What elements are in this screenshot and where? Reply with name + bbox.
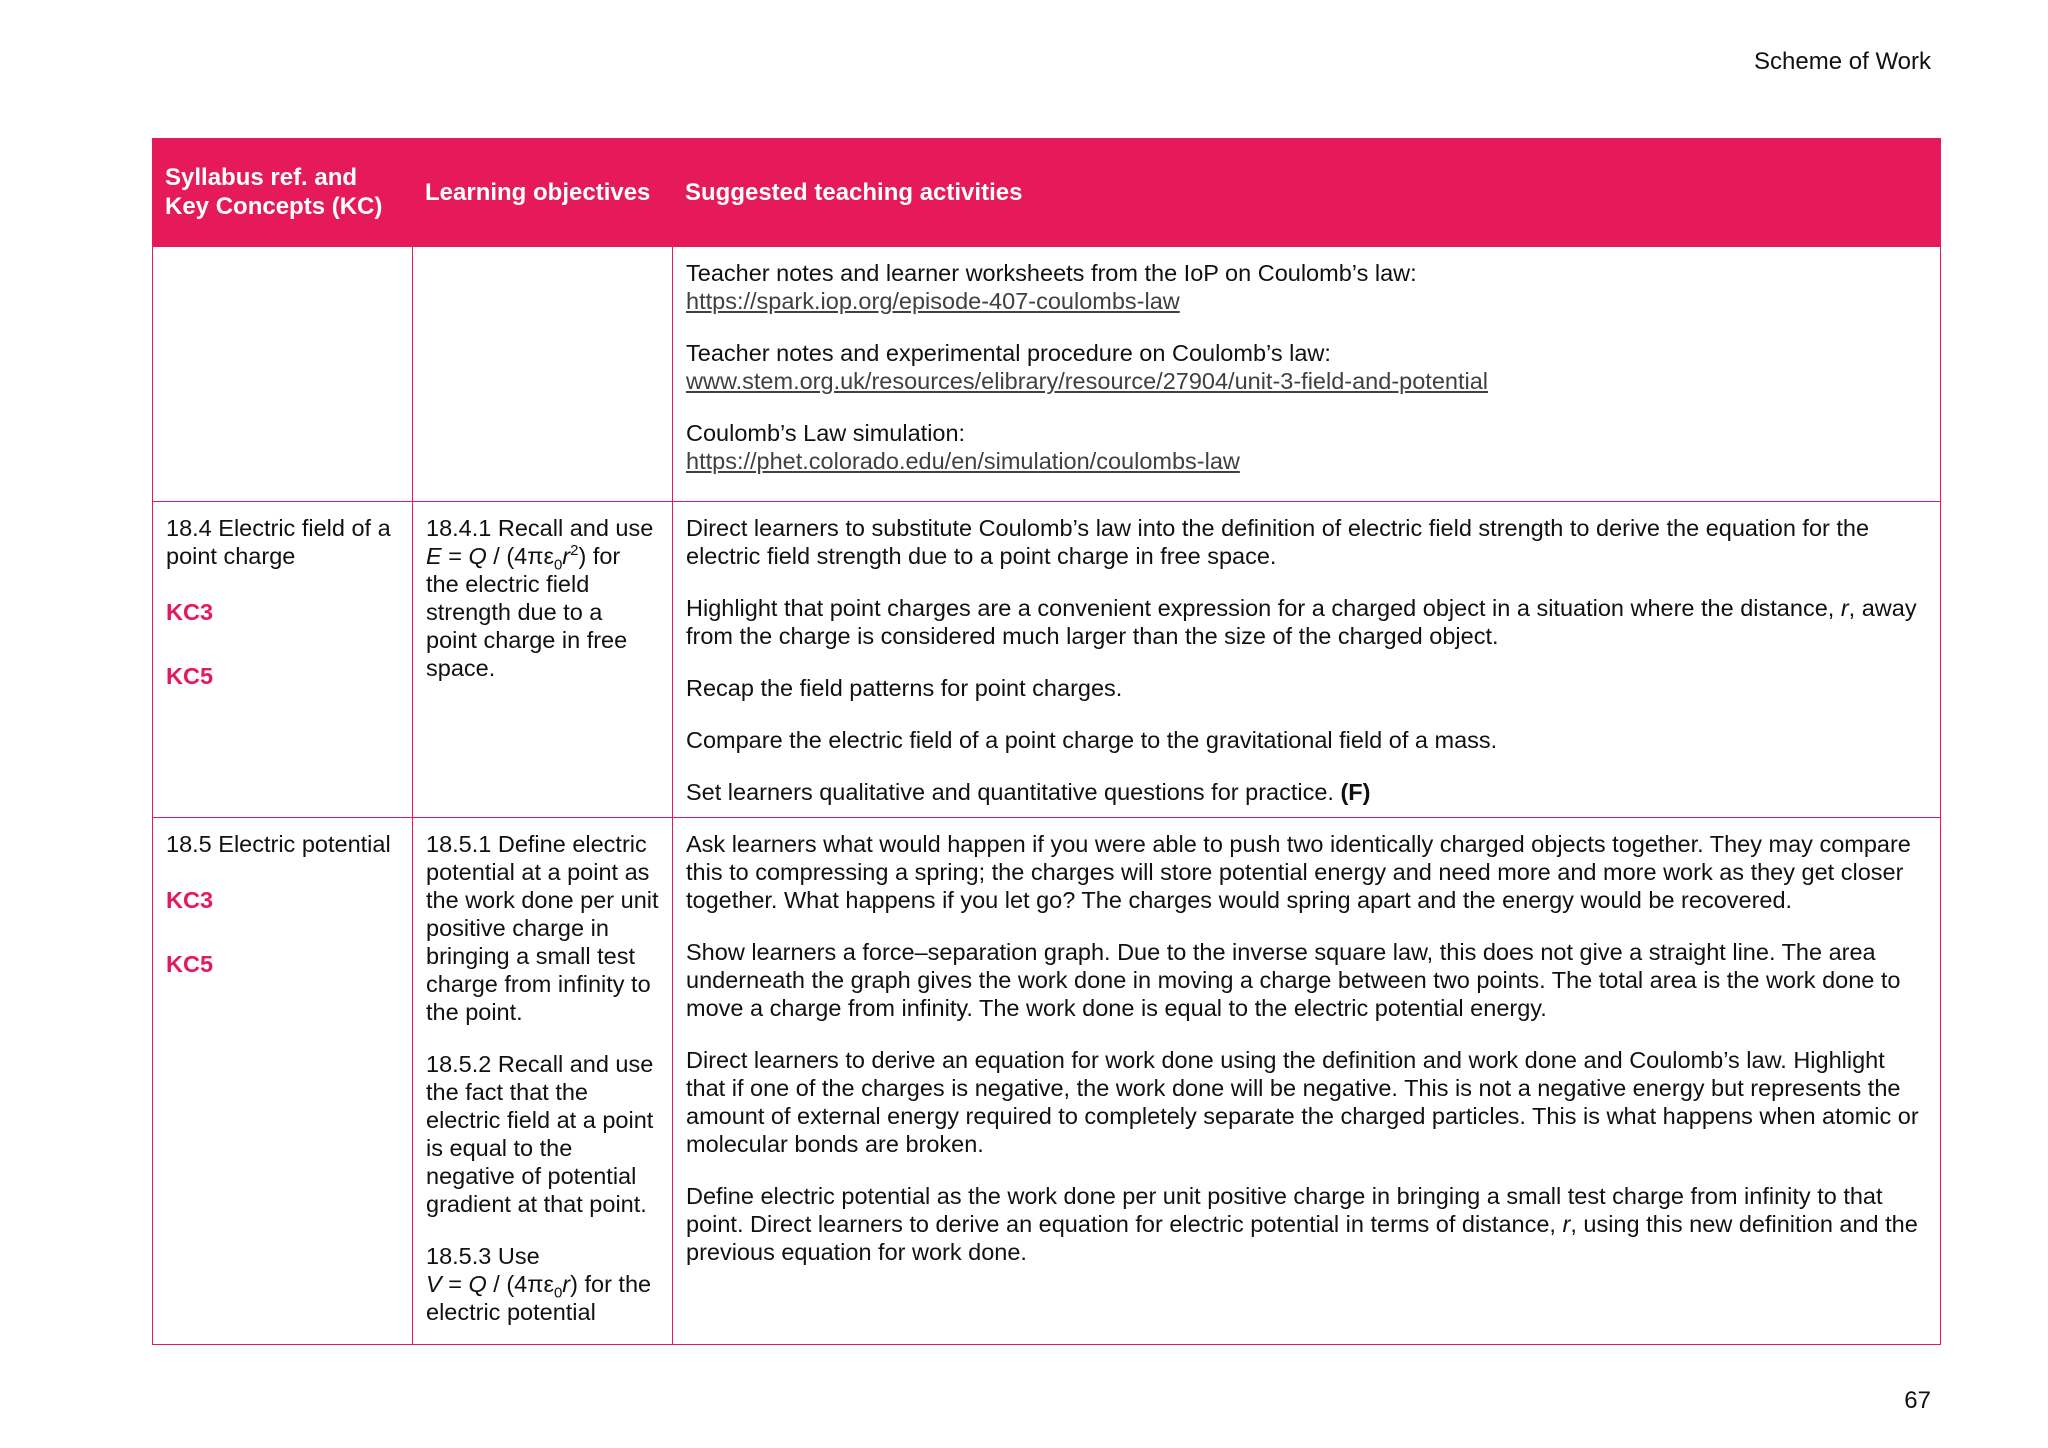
activity-paragraph bbox=[686, 339, 1927, 395]
table-header-row bbox=[153, 138, 1941, 247]
activity-paragraph: Direct learners to substitute Coulomb’s law into the definition of electric field strength to derive the equation for the electric field strength due to a point charge in free space. bbox=[686, 515, 1870, 569]
activity-paragraph: Define electric potential as the work done per unit positive charge in bringing a small test charge from infinity to that point. Direct learners to derive an equation for electric potential in terms of distance, r, using this new definition and the previous equation for work done. bbox=[686, 1183, 1918, 1265]
key-concept-badge: KC3 bbox=[166, 887, 214, 913]
syllabus-cell bbox=[153, 818, 413, 1345]
syllabus-ref: 18.4 Electric field of a point charge bbox=[166, 515, 391, 569]
activities-cell bbox=[673, 502, 1941, 818]
activity-paragraph: Ask learners what would happen if you were able to push two identically charged objects together. They may compare this to compressing a spring; the charges will store potential energy and need more and more work as they get closer together. What happens if you let go? The charges would spring apart and the energy would be recovered. bbox=[686, 831, 1911, 913]
activity-paragraph bbox=[686, 419, 1927, 475]
activities-cell bbox=[673, 247, 1941, 502]
document-title: Scheme of Work bbox=[1754, 48, 1931, 75]
formative-assessment-marker: (F) bbox=[1340, 779, 1371, 805]
stem-resource-link[interactable]: www.stem.org.uk/resources/elibrary/resource/27904/unit-3-field-and-potential bbox=[686, 368, 1488, 394]
column-header-objectives: Learning objectives bbox=[413, 138, 673, 247]
iop-coulombs-law-link[interactable]: https://spark.iop.org/episode-407-coulombs-law bbox=[686, 288, 1180, 314]
table-row bbox=[153, 247, 1941, 502]
activity-paragraph: Recap the field patterns for point charges. bbox=[686, 675, 1123, 701]
objective-text: 18.5.3 Use $V = Q / (4\pi\varepsilon_0r)$ for the electric potential bbox=[426, 1243, 652, 1325]
scheme-of-work-table bbox=[152, 138, 1941, 1345]
objectives-cell bbox=[413, 502, 673, 818]
activity-text: Teacher notes and learner worksheets from the IoP on Coulomb’s law: bbox=[686, 260, 1417, 286]
key-concept-badge: KC3 bbox=[166, 599, 214, 625]
table-row bbox=[153, 818, 1941, 1345]
objective-text: 18.5.2 Recall and use the fact that the electric field at a point is equal to the negative of potential gradient at that point. bbox=[426, 1051, 654, 1217]
column-header-activities: Suggested teaching activities bbox=[673, 138, 1941, 247]
table-row bbox=[153, 502, 1941, 818]
activities-cell bbox=[673, 818, 1941, 1345]
objective-text: 18.4.1 Recall and use $E = Q / (4\pi\varepsilon_0r^2)$ for the electric field strength due to a point charge in free space. bbox=[426, 515, 654, 681]
activity-paragraph: Direct learners to derive an equation for work done using the definition and work done and Coulomb’s law. Highlight that if one of the charges is negative, the work done will be negative. This is not a negative energy but represents the amount of external energy required to completely separate the charged particles. This is what happens when atomic or molecular bonds are broken. bbox=[686, 1047, 1919, 1157]
activity-text: Teacher notes and experimental procedure on Coulomb’s law: bbox=[686, 340, 1331, 366]
activity-paragraph: Show learners a force–separation graph. Due to the inverse square law, this does not give a straight line. The area underneath the graph gives the work done in moving a charge between two points. The total area is the work done to move a charge from infinity. The work done is equal to the electric potential energy. bbox=[686, 939, 1901, 1021]
key-concept-badge: KC5 bbox=[166, 951, 214, 977]
phet-simulation-link[interactable]: https://phet.colorado.edu/en/simulation/coulombs-law bbox=[686, 448, 1240, 474]
key-concept-badge: KC5 bbox=[166, 663, 214, 689]
column-header-syllabus: Syllabus ref. and Key Concepts (KC) bbox=[153, 138, 413, 247]
syllabus-cell bbox=[153, 502, 413, 818]
activity-paragraph: Set learners qualitative and quantitative questions for practice. (F) bbox=[686, 779, 1371, 805]
syllabus-cell bbox=[153, 247, 413, 502]
activity-text: Coulomb’s Law simulation: bbox=[686, 420, 966, 446]
objective-text: 18.5.1 Define electric potential at a point as the work done per unit positive charge in bringing a small test charge from infinity to the point. bbox=[426, 831, 659, 1025]
activity-paragraph bbox=[686, 259, 1927, 315]
objectives-cell bbox=[413, 818, 673, 1345]
activity-paragraph: Compare the electric field of a point charge to the gravitational field of a mass. bbox=[686, 727, 1498, 753]
syllabus-ref: 18.5 Electric potential bbox=[166, 831, 391, 857]
activity-paragraph: Highlight that point charges are a convenient expression for a charged object in a situation where the distance, r, away from the charge is considered much larger than the size of the charged object. bbox=[686, 595, 1917, 649]
objectives-cell bbox=[413, 247, 673, 502]
page-number: 67 bbox=[1904, 1387, 1931, 1414]
